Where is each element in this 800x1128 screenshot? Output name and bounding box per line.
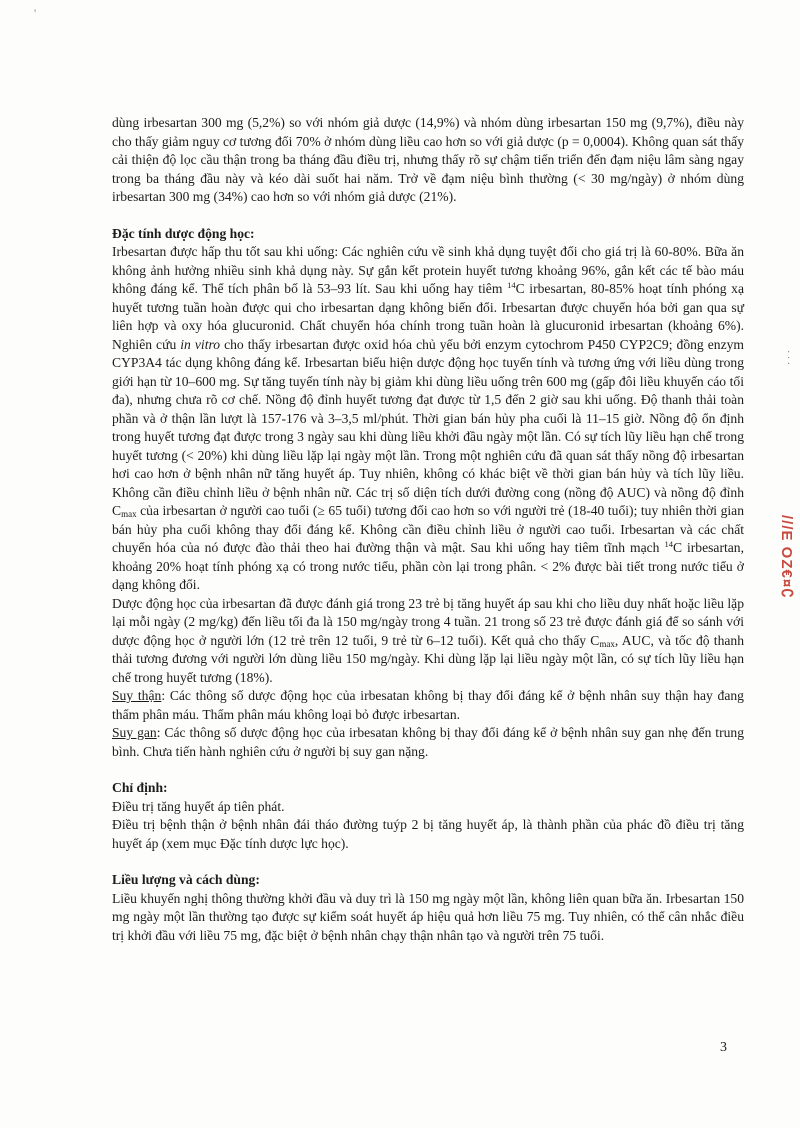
paragraph-pharmacokinetics: Irbesartan được hấp thu tốt sau khi uống: Các nghiên cứu về sinh khả dụng tuyệt đối cho giá trị là 60-80%. Bữa ăn không ảnh hưởng nhiều sinh khả dụng này. Sự gắn kết protein huyết tương khoảng 96%, gắn kết các tế bào máu không đáng kể. Thể tích phân bố là 53–93 lít. Sau khi uống hay tiêm $^{14}$C irbesartan, 80-85% hoạt tính phóng xạ huyết tương tuần hoàn được qui cho irbesartan dạng không biến đổi. Irbesartan được chuyển hóa bởi gan qua sự liên hợp và oxy hóa glucuronid. Chất chuyển hóa chính trong tuần hoàn là glucuronid irbesartan (khoảng 6%). Nghiên cứu in vitro cho thấy irbesartan được oxid hóa chủ yếu bởi enzym cytochrom P450 CYP2C9; đồng enzym CYP3A4 tác dụng không đáng kể. Irbesartan biểu hiện dược động học tuyến tính và tương ứng với liều dùng trong giới hạn từ 10–600 mg. Sự tăng tuyến tính này bị giảm khi dùng liều uống trên 600 mg (gấp đôi liều khuyến cáo tối đa), nhưng chưa rõ cơ chế. Nồng độ đỉnh huyết tương đạt được từ 1,5 đến 2 giờ sau khi uống. Độ thanh thải toàn phần và ở thận lần lượt là 157-176 và 3–3,5 ml/phút. Thời gian bán hủy pha cuối là 11–15 giờ. Nồng độ ổn định trong huyết tương đạt được trong 3 ngày sau khi dùng liều khởi đầu ngày một lần. Có sự tích lũy liều hạn chế trong huyết tương (< 20%) khi dùng liều lặp lại ngày một lần. Trong một nghiên cứu đã quan sát thấy nồng độ irbesartan hơi cao hơn ở bệnh nhân nữ tăng huyết áp. Tuy nhiên, không có khác biệt về thời gian bán hủy và tích lũy liều. Không cần điều chỉnh liều ở bệnh nhân nữ. Các trị số diện tích dưới đường cong (nồng độ AUC) và nồng độ đỉnh $C_{max}$ của irbesartan ở người cao tuổi (≥ 65 tuổi) tương đối cao hơn so với người trẻ (18-40 tuổi); tuy nhiên thời gian bán hủy pha cuối không thay đổi đáng kể. Không cần điều chỉnh liều ở người cao tuổi. Irbesartan và các chất chuyển hóa của nó được đào thải theo hai đường thận và mật. Sau khi uống hay tiêm tĩnh mạch $^{14}$C irbesartan, khoảng 20% hoạt tính phóng xạ có trong nước tiểu, phần còn lại trong phân. < 2% được bài tiết trong nước tiểu ở dạng không đổi.	[112, 244, 744, 592]
heading-dosage: Liều lượng và cách dùng:	[112, 872, 260, 887]
indication-line-2: Điều trị bệnh thận ở bệnh nhân đái tháo đường tuýp 2 bị tăng huyết áp, là thành phần của phác đồ điều trị tăng huyết áp (xem mục Đặc tính dược lực học).	[112, 817, 744, 851]
paragraph-hepatic-impairment: Suy gan: Các thông số dược động học của irbesatan không bị thay đổi đáng kể ở bệnh nhân suy gan nhẹ đến trung bình. Chưa tiến hành nghiên cứu ở người bị suy gan nặng.	[112, 725, 744, 759]
paragraph-dosage: Liều khuyến nghị thông thường khởi đầu và duy trì là 150 mg ngày một lần, không liên quan bữa ăn. Irbesartan 150 mg ngày một lần thường tạo được sự kiểm soát huyết áp hiệu quả hơn liều 75 mg. Tuy nhiên, có thể cân nhắc điều trị khởi đầu với liều 75 mg, đặc biệt ở bệnh nhân chạy thận nhân tạo và người trên 75 tuổi.	[112, 890, 744, 943]
renal-label: Suy thận	[112, 688, 162, 703]
corner-mark: '	[34, 6, 37, 20]
paragraph-efficacy-results: dùng irbesartan 300 mg (5,2%) so với nhóm giả dược (14,9%) và nhóm dùng irbesartan 150 mg (9,7%), điều này cho thấy giảm nguy cơ tương đối 70% ở nhóm dùng liều cao hơn so với giả dược (p = 0,0004). Không quan sát thấy cải thiện độ lọc cầu thận trong ba tháng đầu điều trị, nhưng thấy rõ sự chậm tiến triển đến đạm niệu lâm sàng ngay trong ba tháng đầu này và kéo dài suốt hai năm. Trở về đạm niệu bình thường (< 30 mg/ngày) ở nhóm dùng irbesartan 300 mg (34%) cao hơn so với nhóm giả dược (21%).	[112, 115, 744, 204]
document-body	[112, 114, 744, 945]
paragraph-renal-impairment: Suy thận: Các thông số dược động học của irbesatan không bị thay đổi đáng kể ở bệnh nhân suy thận hay đang thẩm phân máu. Thẩm phân máu không loại bỏ được irbesartan.	[112, 688, 744, 722]
heading-pharmacokinetics: Đặc tính dược động học:	[112, 225, 255, 241]
indication-line-1: Điều trị tăng huyết áp tiên phát.	[112, 798, 285, 814]
red-stamp-mark: ///E OZ€¤∁	[778, 515, 795, 599]
page-number: 3	[720, 1040, 727, 1055]
paragraph-pediatric-pk: Dược động học của irbesartan đã được đánh giá trong 23 trẻ bị tăng huyết áp sau khi cho liều duy nhất hoặc liều lặp lại mỗi ngày (2 mg/kg) đến liều tối đa là 150 mg/ngày trong 4 tuần. 21 trong số 23 trẻ được đánh giá để so sánh với dược động học ở người lớn (12 trẻ trên 12 tuổi, 9 trẻ từ 6–12 tuổi). Kết quả cho thấy $C_{max}$, AUC, và tốc độ thanh thải tương đương với người lớn dùng liều 150 mg/ngày. Khi dùng lặp lại liều ngày một lần, có sự tích lũy liều hạn chế trong huyết tương (18%).	[112, 595, 745, 685]
margin-ticks: · · ·	[782, 350, 793, 365]
hepatic-label: Suy gan	[112, 725, 157, 740]
heading-indications: Chỉ định:	[112, 780, 168, 795]
